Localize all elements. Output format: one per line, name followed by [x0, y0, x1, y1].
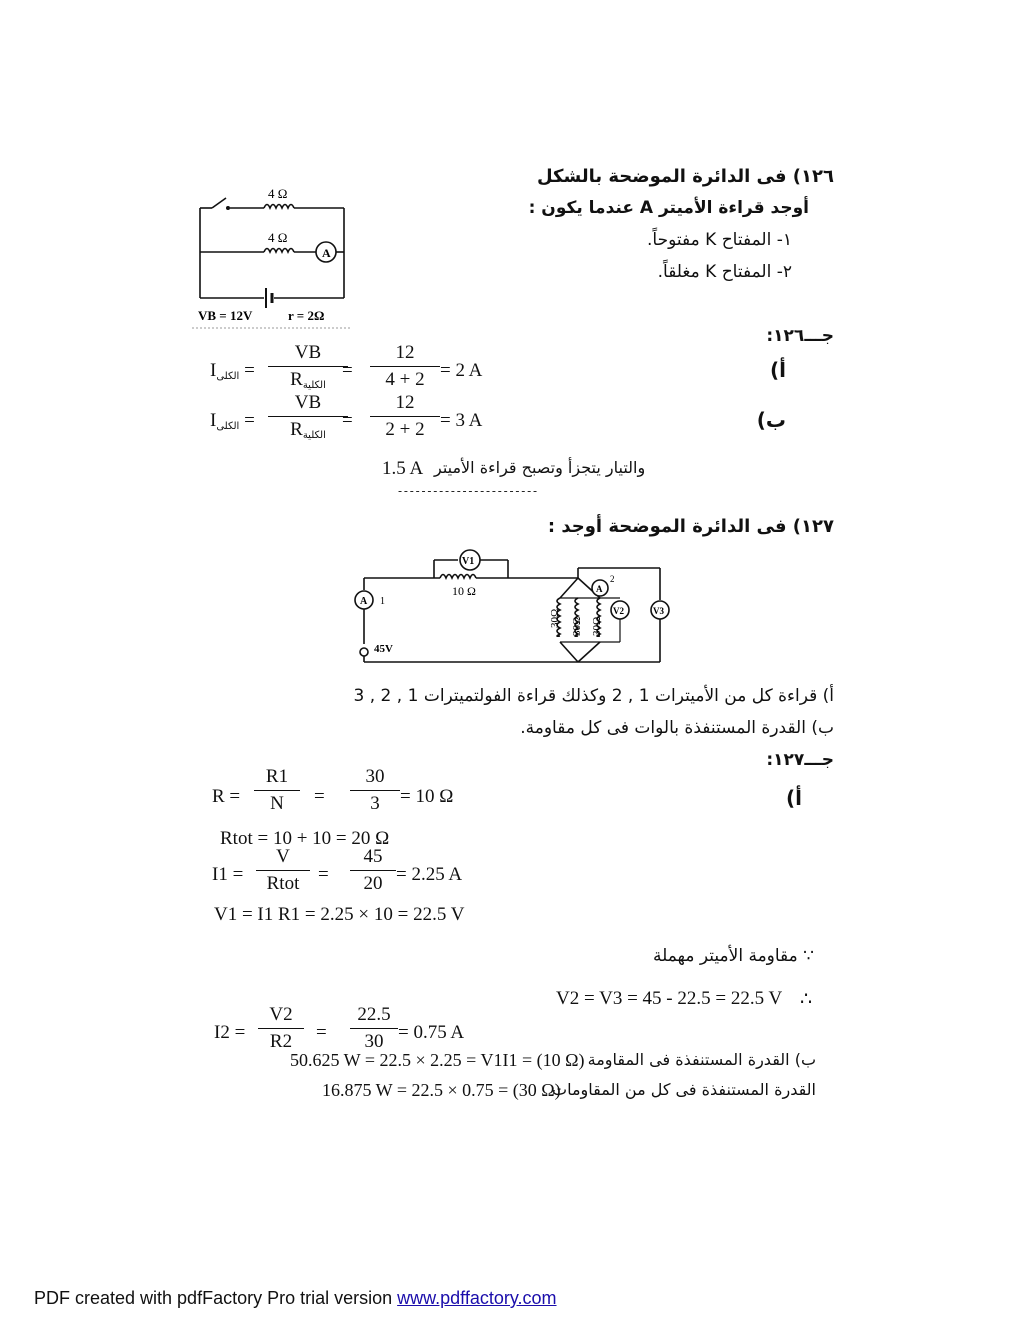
- q127-eq-v2: V2 = V3 = 45 - 22.5 = 22.5 V: [556, 988, 783, 1009]
- resistor-mid: [264, 249, 294, 253]
- q126-eqA-result: = 2 A: [440, 360, 483, 381]
- q126-eqB-frac1: VB $R_{الكلية}$: [268, 392, 348, 441]
- q127-eqI2-frac2: 22.5 30: [350, 1004, 398, 1053]
- q127-eq-rtot: Rtot = 10 + 10 = 20 Ω: [220, 828, 390, 849]
- resistor-top: [264, 205, 294, 209]
- q127-eqI2-lhs: I2 =: [214, 1022, 246, 1043]
- q127-therefore: ∴: [800, 989, 813, 1010]
- q126-prompt: أوجد قراءة الأميتر A عندما يكون :: [528, 198, 809, 218]
- q127-item-b: ب) القدرة المستنفذة بالوات فى كل مقاومة.: [520, 718, 834, 738]
- q127-title: ١٢٧) فى الدائرة الموضحة أوجد :: [547, 516, 834, 537]
- q127-part-a: أ): [786, 786, 802, 810]
- q126-eqA-frac2: 12 4 + 2: [370, 342, 440, 391]
- v3-label: V3: [653, 606, 664, 616]
- q126-eqB-lhs: $I_{الكلى}$ =: [210, 410, 255, 432]
- q127-because: ∵ مقاومة الأميتر مهملة: [652, 946, 814, 966]
- vb-label: VB = 12V: [198, 308, 253, 323]
- v2-label: V2: [613, 606, 624, 616]
- r-top-label: 4 Ω: [268, 186, 288, 201]
- pdf-footer: [34, 1288, 557, 1309]
- q127-eqI1-lhs: I1 =: [212, 864, 244, 885]
- resistor-10: [440, 575, 476, 579]
- q127-eqI2-result: = 0.75 A: [398, 1022, 465, 1043]
- q126-eqB-result: = 3 A: [440, 410, 483, 431]
- a1-number: 1: [380, 596, 385, 607]
- q127-eqR-result: = 10 Ω: [400, 786, 454, 807]
- q126-eqB-frac2: 12 2 + 2: [370, 392, 440, 441]
- r30a-label: 30Ω: [549, 608, 561, 628]
- emf-source-icon: [360, 648, 368, 656]
- a1-label: A: [360, 596, 368, 607]
- r30b-label: 30Ω: [571, 616, 583, 636]
- r30c-label: 30Ω: [591, 616, 603, 636]
- q126-answer-label: جـــ١٢٦:: [766, 326, 834, 346]
- r10-label: 10 Ω: [452, 584, 476, 598]
- q126-circuit-diagram: [192, 186, 354, 334]
- q127-circuit-diagram: [350, 548, 670, 674]
- q126-divider: - - - - - - - - - - - - - - - - - - - - - - - -: [398, 484, 537, 498]
- q127-power-b-label: ب) القدرة المستنفذة فى المقاومة: [587, 1050, 816, 1069]
- ammeter-label: A: [322, 246, 331, 260]
- q127-eqI1-frac1: V Rtot: [256, 846, 310, 895]
- footer-link[interactable]: www.pdffactory.com: [397, 1288, 557, 1308]
- q127-eqI1-result: = 2.25 A: [396, 864, 463, 885]
- q127-eqI1-frac2: 45 20: [350, 846, 396, 895]
- q126-note-value: 1.5 A: [382, 458, 424, 479]
- q127-eq-v1: V1 = I1 R1 = 2.25 × 10 = 22.5 V: [214, 904, 465, 925]
- q126-part-b: ب): [756, 408, 786, 432]
- r-internal-label: r = 2Ω: [288, 308, 325, 323]
- q127-answer-label: جـــ١٢٧:: [766, 750, 834, 770]
- q127-power-c-value: 16.875 W = 22.5 × 0.75 = (30 Ω): [322, 1080, 561, 1100]
- q126-item1: ١- المفتاح K مفتوحاً.: [647, 230, 792, 250]
- switch-k: [212, 198, 226, 208]
- q126-title: ١٢٦) فى الدائرة الموضحة بالشكل: [536, 166, 834, 187]
- q126-eqA-lhs: $I_{الكلى}$ =: [210, 360, 255, 382]
- q126-item2: ٢- المفتاح K مغلقاً.: [657, 262, 792, 282]
- q127-item-a: أ) قراءة كل من الأميترات 1 , 2 وكذلك قراءة الفولتميترات 1 , 2 , 3: [353, 686, 834, 706]
- q127-eqI2-frac1: V2 R2: [258, 1004, 304, 1053]
- q127-eqR-frac2: 30 3: [350, 766, 400, 815]
- q127-eqR-lhs: R =: [212, 786, 241, 807]
- q127-power-c-label: القدرة المستنفذة فى كل من المقاومات: [552, 1080, 816, 1099]
- v1-label: V1: [462, 556, 475, 567]
- q127-power-b-value: 50.625 W = 22.5 × 2.25 = V1I1 = (10 Ω): [290, 1050, 585, 1070]
- q127-eqR-frac1: R1 N: [254, 766, 300, 815]
- r-mid-label: 4 Ω: [268, 230, 288, 245]
- q126-eqA-frac1: VB $R_{الكلية}$: [268, 342, 348, 391]
- q126-note: والتيار يتجزأ وتصبح قراءة الأميتر: [434, 458, 646, 477]
- a2-number: 2: [610, 574, 615, 584]
- q126-part-a: أ): [770, 358, 786, 382]
- footer-text: PDF created with pdfFactory Pro trial version: [34, 1288, 398, 1308]
- a2-label: A: [596, 584, 603, 594]
- emf-label: 45V: [374, 643, 393, 655]
